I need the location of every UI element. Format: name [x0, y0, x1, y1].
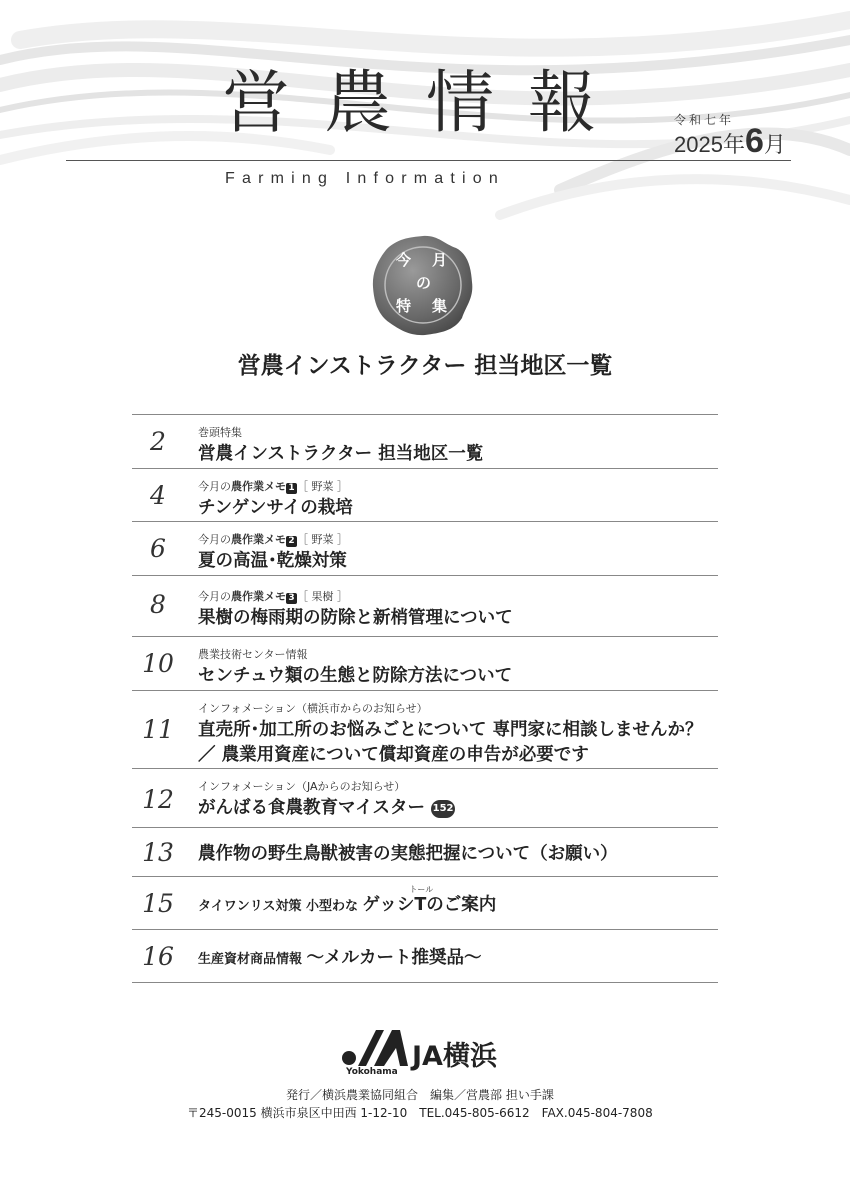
- seal-char: 集: [432, 297, 448, 315]
- toc-kicker: インフォメーション（横浜市からのお知らせ）: [198, 702, 428, 715]
- toc-page-number: 8: [150, 590, 166, 619]
- era-label: 令和七年: [674, 113, 735, 127]
- seal-char: 特: [396, 297, 412, 315]
- toc-title: チンゲンサイの栽培: [198, 498, 353, 518]
- issue-month-suffix: 月: [763, 132, 786, 157]
- kicker-category: ［ 果樹 ］: [297, 590, 348, 603]
- feature-headline: 営農インストラクター 担当地区一覧: [237, 353, 613, 379]
- publisher-line: 発行／横浜農業協同組合 編集／営農部 担い手課: [286, 1088, 554, 1102]
- toc-entry: [198, 700, 703, 766]
- toc-kicker: [198, 531, 348, 547]
- toc-row[interactable]: [132, 414, 718, 468]
- toc-entry: [198, 944, 482, 969]
- toc-entry: [198, 885, 497, 916]
- toc-title: [198, 885, 497, 916]
- toc-row[interactable]: [132, 929, 718, 983]
- toc-kicker: 巻頭特集: [198, 426, 242, 439]
- toc-title-prefix: タイワンリス対策 小型わな: [198, 899, 363, 914]
- toc-kicker: 農業技術センター情報: [198, 648, 308, 661]
- header-divider: [66, 160, 791, 161]
- seal-char: の: [416, 274, 432, 292]
- english-subtitle: Farming Information: [225, 170, 505, 187]
- toc-page-number: 4: [150, 481, 166, 510]
- toc-title: 農作物の野生鳥獣被害の実態把握について（お願い）: [198, 844, 618, 864]
- toc-entry: [198, 424, 483, 465]
- seal-label: [370, 232, 476, 338]
- ja-logo-text: JA横浜: [412, 1041, 497, 1072]
- toc-kicker: インフォメーション（JAからのお知らせ）: [198, 780, 406, 793]
- toc-row[interactable]: [132, 636, 718, 690]
- toc-row[interactable]: [132, 468, 718, 521]
- issue-date: [674, 122, 786, 161]
- toc-page-number: 11: [142, 715, 174, 744]
- toc-row[interactable]: [132, 876, 718, 929]
- kicker-prefix: 今月の: [198, 480, 231, 493]
- toc-title: センチュウ類の生態と防除方法について: [198, 666, 513, 686]
- number-badge: 1: [286, 483, 297, 494]
- ja-logo-icon: [340, 1028, 410, 1068]
- toc-title: [198, 794, 455, 819]
- toc-page-number: 16: [142, 942, 174, 971]
- toc-title-text: ゲッシ: [362, 895, 415, 915]
- kicker-bold: 農作業メモ: [231, 480, 286, 493]
- kicker-category: ［ 野菜 ］: [297, 533, 348, 546]
- ruby-annotated: [409, 885, 434, 915]
- toc-title-line2: ／ 農業用資産について償却資産の申告が必要です: [198, 745, 589, 765]
- toc-entry: [198, 646, 512, 687]
- toc-title-text: 〜メルカート推奨品〜: [306, 948, 482, 968]
- toc-title: [198, 944, 482, 969]
- toc-page-number: 6: [150, 534, 166, 563]
- toc-page-number: 13: [142, 838, 174, 867]
- ruby-text: トール: [409, 885, 434, 894]
- issue-number-badge: 152: [431, 800, 455, 818]
- toc-entry: [198, 531, 348, 572]
- toc-kicker: [198, 478, 353, 494]
- issue-year: 2025年: [674, 132, 745, 157]
- seal-char: 今: [396, 251, 412, 269]
- toc-kicker: [198, 588, 513, 604]
- toc-entry: [198, 778, 455, 819]
- table-of-contents: [132, 414, 718, 983]
- issue-month: 6: [744, 122, 764, 160]
- toc-title-suffix: のご案内: [426, 895, 497, 915]
- toc-row[interactable]: [132, 768, 718, 827]
- toc-entry: [198, 478, 353, 519]
- toc-row[interactable]: [132, 827, 718, 876]
- toc-page-number: 10: [142, 649, 174, 678]
- number-badge: 2: [286, 536, 297, 547]
- kicker-bold: 農作業メモ: [231, 533, 286, 546]
- toc-row[interactable]: [132, 690, 718, 768]
- page-title: 営農情報: [222, 64, 631, 143]
- toc-title-text: がんばる食農教育マイスター: [198, 798, 425, 818]
- toc-page-number: 2: [150, 427, 166, 456]
- toc-row[interactable]: [132, 575, 718, 636]
- kicker-prefix: 今月の: [198, 590, 231, 603]
- toc-title: 夏の高温･乾燥対策: [198, 551, 347, 571]
- toc-row[interactable]: [132, 521, 718, 575]
- toc-entry: [198, 840, 618, 865]
- seal-char: 月: [432, 251, 448, 269]
- kicker-bold: 農作業メモ: [231, 590, 286, 603]
- toc-title-prefix: 生産資材商品情報: [198, 952, 307, 967]
- toc-page-number: 15: [142, 889, 174, 918]
- toc-page-number: 12: [142, 785, 174, 814]
- toc-title: 果樹の梅雨期の防除と新梢管理について: [198, 608, 513, 628]
- address-line: 〒245-0015 横浜市泉区中田西 1-12-10 TEL.045-805-6612 FAX.045-804-7808: [187, 1106, 653, 1120]
- toc-title: 直売所･加工所のお悩みごとについて 専門家に相談しませんか？: [198, 720, 703, 740]
- kicker-prefix: 今月の: [198, 533, 231, 546]
- number-badge: 3: [286, 593, 297, 604]
- kicker-category: ［ 野菜 ］: [297, 480, 348, 493]
- ja-logo-subtext: Yokohama: [346, 1067, 398, 1077]
- toc-entry: [198, 588, 513, 629]
- toc-title: 営農インストラクター 担当地区一覧: [198, 444, 484, 464]
- ruby-base: T: [414, 895, 427, 915]
